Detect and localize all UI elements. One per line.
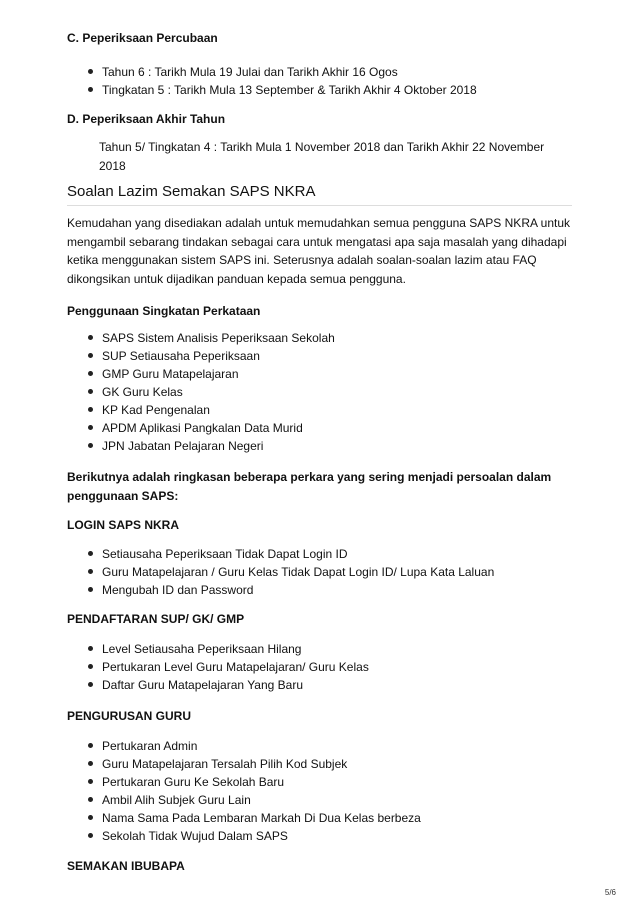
- list-item: Level Setiausaha Peperiksaan Hilang: [88, 640, 578, 658]
- list-percubaan: [67, 63, 578, 99]
- list-item: Sekolah Tidak Wujud Dalam SAPS: [88, 827, 578, 845]
- list-item: SUP Setiausaha Peperiksaan: [88, 347, 578, 365]
- paragraph-akhir-tahun: Tahun 5/ Tingkatan 4 : Tarikh Mula 1 November 2018 dan Tarikh Akhir 22 November 2018: [99, 140, 545, 173]
- list-item: KP Kad Pengenalan: [88, 401, 578, 419]
- list-item: Guru Matapelajaran / Guru Kelas Tidak Dapat Login ID/ Lupa Kata Laluan: [88, 563, 578, 581]
- list-item: APDM Aplikasi Pangkalan Data Murid: [88, 419, 578, 437]
- list-item: Nama Sama Pada Lembaran Markah Di Dua Kelas berbeza: [88, 809, 578, 827]
- list-item: Pertukaran Level Guru Matapelajaran/ Guru Kelas: [88, 658, 578, 676]
- heading-peperiksaan-akhir-tahun: D. Peperiksaan Akhir Tahun: [67, 112, 226, 126]
- list-item: Tahun 6 : Tarikh Mula 19 Julai dan Tarikh Akhir 16 Ogos: [88, 63, 578, 81]
- heading-peperiksaan-percubaan: C. Peperiksaan Percubaan: [67, 31, 218, 45]
- list-item: Pertukaran Admin: [88, 737, 578, 755]
- list-pendaftaran: [67, 640, 578, 694]
- list-item: SAPS Sistem Analisis Peperiksaan Sekolah: [88, 329, 578, 347]
- list-item: Tingkatan 5 : Tarikh Mula 13 September & Tarikh Akhir 4 Oktober 2018: [88, 81, 578, 99]
- list-item: Mengubah ID dan Password: [88, 581, 578, 599]
- heading-pendaftaran: PENDAFTARAN SUP/ GK/ GMP: [67, 612, 245, 626]
- list-item: Guru Matapelajaran Tersalah Pilih Kod Subjek: [88, 755, 578, 773]
- paragraph-intro: Kemudahan yang disediakan adalah untuk memudahkan semua pengguna SAPS NKRA untuk mengambil sebarang tindakan sebagai cara untuk mengatasi apa saja masalah yang dihadapi ketika menggunakan sistem SAPS ini. Seterusnya adalah soalan-soalan lazim atau FAQ dikongsikan untuk dijadikan panduan kepada semua pengguna.: [67, 216, 571, 286]
- list-item: Daftar Guru Matapelajaran Yang Baru: [88, 676, 578, 694]
- list-singkatan: [67, 329, 578, 455]
- list-pengurusan-guru: [67, 737, 578, 845]
- list-item: Ambil Alih Subjek Guru Lain: [88, 791, 578, 809]
- list-login: [67, 545, 578, 599]
- list-item: GK Guru Kelas: [88, 383, 578, 401]
- list-item: Setiausaha Peperiksaan Tidak Dapat Login ID: [88, 545, 578, 563]
- heading-singkatan: Penggunaan Singkatan Perkataan: [67, 304, 261, 318]
- heading-pengurusan-guru: PENGURUSAN GURU: [67, 709, 192, 723]
- list-item: GMP Guru Matapelajaran: [88, 365, 578, 383]
- page-number: 5/6: [604, 888, 616, 897]
- list-item: Pertukaran Guru Ke Sekolah Baru: [88, 773, 578, 791]
- heading-ringkasan: Berikutnya adalah ringkasan beberapa perkara yang sering menjadi persoalan dalam penggunaan SAPS:: [67, 470, 552, 503]
- section-title-soalan-lazim: Soalan Lazim Semakan SAPS NKRA: [67, 182, 572, 206]
- list-item: JPN Jabatan Pelajaran Negeri: [88, 437, 578, 455]
- heading-semakan-ibubapa: SEMAKAN IBUBAPA: [67, 859, 185, 873]
- heading-login: LOGIN SAPS NKRA: [67, 518, 180, 532]
